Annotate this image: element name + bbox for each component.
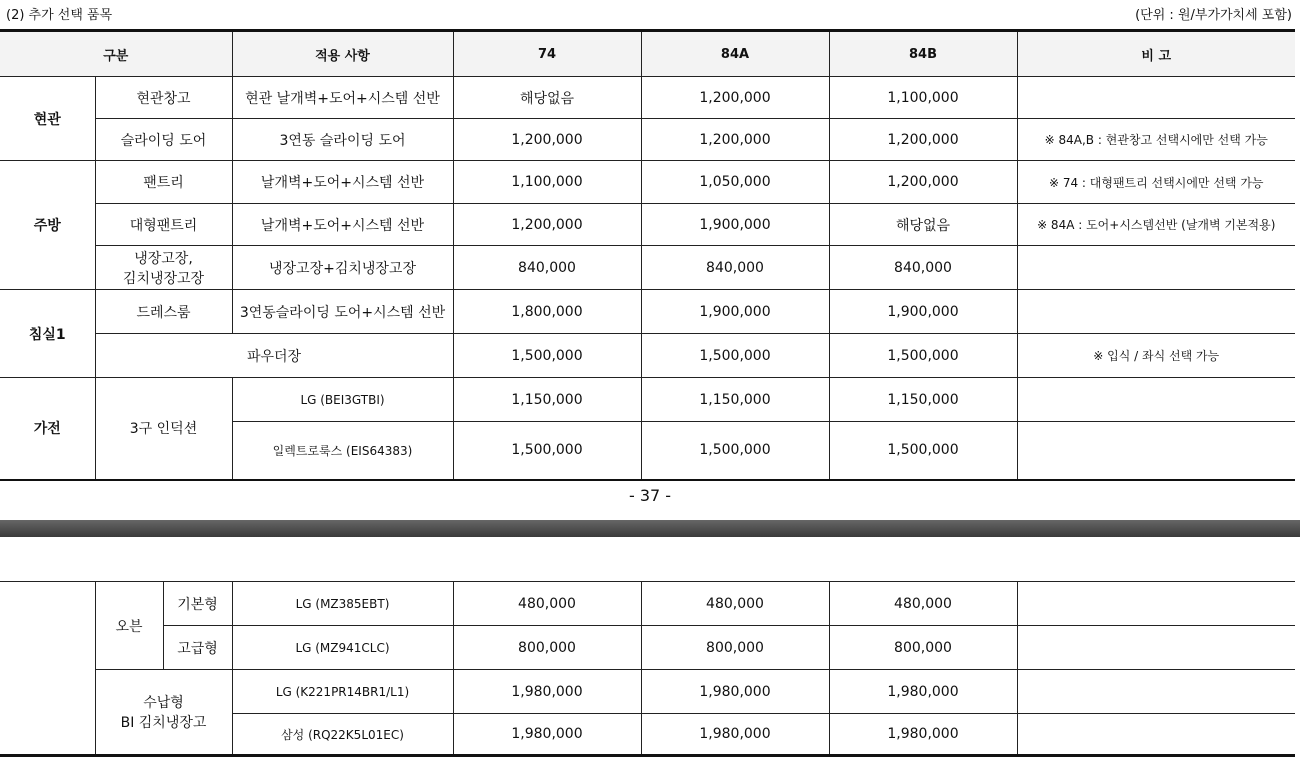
header-remark: 비 고: [1017, 31, 1295, 77]
price-74: 840,000: [453, 246, 641, 290]
header-84a: 84A: [641, 31, 829, 77]
price-84b: 840,000: [829, 246, 1017, 290]
unit-note: (단위 : 원/부가가치세 포함): [1135, 8, 1292, 23]
price-84a: 1,500,000: [641, 334, 829, 378]
remark: ※ 74 : 대형팬트리 선택시에만 선택 가능: [1017, 161, 1295, 204]
header-category: 구분: [0, 31, 232, 77]
header-detail: 적용 사항: [232, 31, 453, 77]
price-84a: 1,980,000: [641, 714, 829, 756]
price-84a: 1,500,000: [641, 422, 829, 480]
item-name: 팬트리: [95, 161, 232, 204]
remark: [1017, 670, 1295, 714]
item-detail: 냉장고장+김치냉장고장: [232, 246, 453, 290]
price-74: 1,500,000: [453, 334, 641, 378]
price-84b: 1,500,000: [829, 334, 1017, 378]
remark: [1017, 378, 1295, 422]
price-74: 1,980,000: [453, 670, 641, 714]
price-84a: 1,980,000: [641, 670, 829, 714]
item-name-line2: 김치냉장고장: [122, 270, 205, 287]
price-74: 1,100,000: [453, 161, 641, 204]
price-84a: 1,900,000: [641, 290, 829, 334]
remark: [1017, 582, 1295, 626]
item-detail: 3연동 슬라이딩 도어: [232, 119, 453, 161]
price-84b: 1,200,000: [829, 119, 1017, 161]
price-74: 해당없음: [453, 77, 641, 119]
price-84b: 1,200,000: [829, 161, 1017, 204]
price-84a: 1,200,000: [641, 77, 829, 119]
price-84a: 1,150,000: [641, 378, 829, 422]
price-74: 800,000: [453, 626, 641, 670]
item-detail: LG (MZ385EBT): [232, 582, 453, 626]
table-row: [0, 626, 1295, 670]
price-84b: 1,980,000: [829, 670, 1017, 714]
header-84b: 84B: [829, 31, 1017, 77]
price-84a: 480,000: [641, 582, 829, 626]
price-84b: 1,100,000: [829, 77, 1017, 119]
item-detail: 삼성 (RQ22K5L01EC): [232, 714, 453, 756]
price-84b: 800,000: [829, 626, 1017, 670]
options-price-table: [0, 29, 1295, 481]
item-name: 대형팬트리: [95, 204, 232, 246]
table-row: [0, 582, 1295, 626]
price-84b: 1,900,000: [829, 290, 1017, 334]
remark: ※ 84A,B : 현관창고 선택시에만 선택 가능: [1017, 119, 1295, 161]
remark: [1017, 714, 1295, 756]
price-84b: 480,000: [829, 582, 1017, 626]
price-74: 480,000: [453, 582, 641, 626]
item-sub: 고급형: [163, 626, 232, 670]
remark: ※ 84A : 도어+시스템선반 (날개벽 기본적용): [1017, 204, 1295, 246]
item-detail: LG (K221PR14BR1/L1): [232, 670, 453, 714]
item-name-line2: BI 김치냉장고: [120, 715, 207, 731]
price-84b: 1,980,000: [829, 714, 1017, 756]
group-cell-empty: [0, 582, 95, 756]
item-name: 파우더장: [95, 334, 453, 378]
remark: [1017, 626, 1295, 670]
remark: [1017, 77, 1295, 119]
options-price-table-continued: [0, 581, 1295, 757]
group-entrance: 현관: [0, 77, 95, 161]
item-sub: 기본형: [163, 582, 232, 626]
table-row: [0, 378, 1295, 422]
table-row: [0, 290, 1295, 334]
price-74: 1,200,000: [453, 119, 641, 161]
section-title: (2) 추가 선택 품목: [6, 8, 113, 23]
item-detail: 현관 날개벽+도어+시스템 선반: [232, 77, 453, 119]
price-84a: 1,900,000: [641, 204, 829, 246]
item-detail: 날개벽+도어+시스템 선반: [232, 161, 453, 204]
remark: [1017, 246, 1295, 290]
price-74: 1,200,000: [453, 204, 641, 246]
table-row: [0, 119, 1295, 161]
price-74: 1,500,000: [453, 422, 641, 480]
price-74: 1,150,000: [453, 378, 641, 422]
remark: ※ 입식 / 좌식 선택 가능: [1017, 334, 1295, 378]
item-name-line1: 수납형: [143, 695, 184, 711]
page-separator: [0, 520, 1300, 537]
item-name: 드레스룸: [95, 290, 232, 334]
group-bedroom: 침실1: [0, 290, 95, 378]
price-84a: 800,000: [641, 626, 829, 670]
price-84a: 1,050,000: [641, 161, 829, 204]
item-detail: LG (BEI3GTBI): [232, 378, 453, 422]
item-name: [95, 670, 232, 756]
price-84b: 1,150,000: [829, 378, 1017, 422]
item-name: 오븐: [95, 582, 163, 670]
item-detail: 일렉트로룩스 (EIS64383): [232, 422, 453, 480]
item-name: 3구 인덕션: [95, 378, 232, 480]
item-detail: 날개벽+도어+시스템 선반: [232, 204, 453, 246]
price-84a: 1,200,000: [641, 119, 829, 161]
item-detail: LG (MZ941CLC): [232, 626, 453, 670]
price-74: 1,800,000: [453, 290, 641, 334]
item-name: 슬라이딩 도어: [95, 119, 232, 161]
item-name-line1: 냉장고장,: [134, 250, 193, 267]
header-74: 74: [453, 31, 641, 77]
table-row: [0, 77, 1295, 119]
price-84b: 해당없음: [829, 204, 1017, 246]
table-row: [0, 204, 1295, 246]
table-row: [0, 670, 1295, 714]
item-name: [95, 246, 232, 290]
remark: [1017, 290, 1295, 334]
group-kitchen: 주방: [0, 161, 95, 290]
price-84b: 1,500,000: [829, 422, 1017, 480]
price-84a: 840,000: [641, 246, 829, 290]
item-name: 현관창고: [95, 77, 232, 119]
page-number: - 37 -: [628, 486, 672, 505]
remark: [1017, 422, 1295, 480]
group-appliance: 가전: [0, 378, 95, 480]
table-row: [0, 161, 1295, 204]
table-header-row: [0, 31, 1295, 77]
table-row: [0, 246, 1295, 290]
price-74: 1,980,000: [453, 714, 641, 756]
item-detail: 3연동슬라이딩 도어+시스템 선반: [232, 290, 453, 334]
table-row: [0, 334, 1295, 378]
